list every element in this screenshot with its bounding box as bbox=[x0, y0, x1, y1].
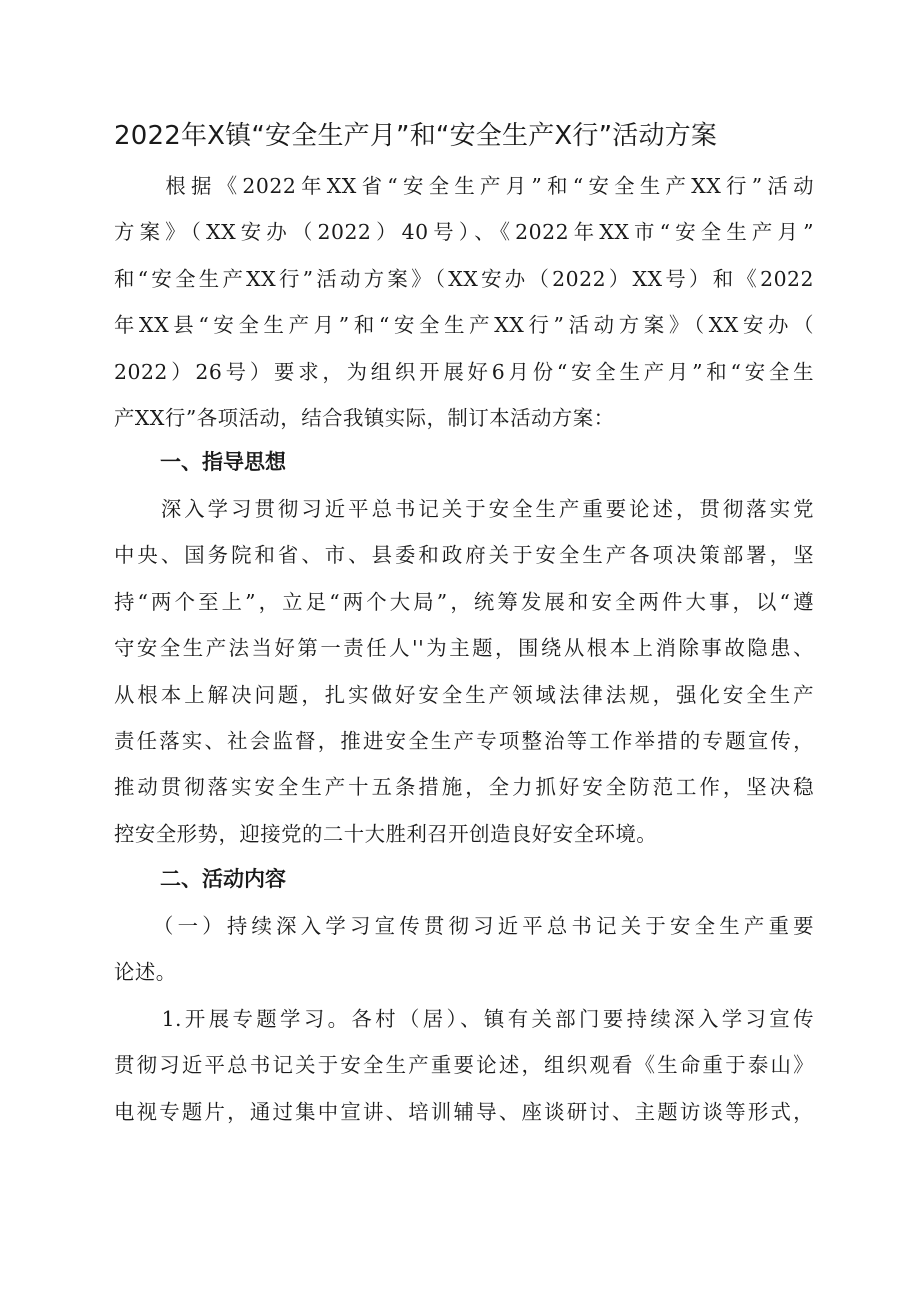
paragraph-line: 从根本上解决问题，扎实做好安全生产领域法律法规，强化安全生产 bbox=[114, 682, 814, 707]
subsection-1-paragraph bbox=[114, 903, 814, 996]
paragraph-line: 年XX县“安全生产月”和“安全生产XX行”活动方案》（XX安办（ bbox=[114, 313, 814, 338]
paragraph-line: 根据《2022年XX省“安全生产月”和“安全生产XX行”活动 bbox=[114, 174, 814, 198]
paragraph-line: 论述。 bbox=[114, 960, 177, 985]
paragraph-line: （一）持续深入学习宣传贯彻习近平总书记关于安全生产重要 bbox=[114, 914, 814, 938]
paragraph-line: 产XX行”各项活动，结合我镇实际，制订本活动方案： bbox=[114, 406, 615, 431]
section-heading-guiding-thought: 一、指导思想 bbox=[160, 450, 286, 474]
paragraph-line: 深入学习贯彻习近平总书记关于安全生产重要论述，贯彻落实党 bbox=[114, 497, 814, 521]
paragraph-line: 推动贯彻落实安全生产十五条措施，全力抓好安全防范工作，坚决稳 bbox=[114, 775, 814, 800]
item-1-paragraph bbox=[114, 996, 814, 1135]
paragraph-line: 持“两个至上”，立足“两个大局”，统筹发展和安全两件大事，以“遵 bbox=[114, 589, 814, 614]
paragraph-line: 守安全生产法当好第一责任人''为主题，围绕从根本上消除事故隐患、 bbox=[114, 636, 814, 661]
intro-paragraph bbox=[114, 163, 814, 441]
paragraph-line: 1.开展专题学习。各村（居）、镇有关部门要持续深入学习宣传 bbox=[114, 1007, 814, 1031]
paragraph-line: 贯彻习近平总书记关于安全生产重要论述，组织观看《生命重于泰山》 bbox=[114, 1053, 814, 1078]
document-title: 2022年X镇“安全生产月”和“安全生产X行”活动方案 bbox=[114, 121, 718, 151]
paragraph-line: 责任落实、社会监督，推进安全生产专项整治等工作举措的专题宣传， bbox=[114, 729, 814, 754]
guiding-thought-paragraph bbox=[114, 486, 814, 857]
section-heading-activity-content: 二、活动内容 bbox=[160, 867, 286, 891]
paragraph-line: 2022）26号）要求，为组织开展好6月份“安全生产月”和“安全生 bbox=[114, 359, 814, 384]
paragraph-line: 和“安全生产XX行”活动方案》（XX安办（2022）XX号）和《2022 bbox=[114, 266, 814, 291]
paragraph-line: 控安全形势，迎接党的二十大胜利召开创造良好安全环境。 bbox=[114, 821, 658, 846]
paragraph-line: 电视专题片，通过集中宣讲、培训辅导、座谈研讨、主题访谈等形式， bbox=[114, 1099, 814, 1124]
paragraph-line: 方案》（XX安办（2022）40号）、《2022年XX市“安全生产月” bbox=[114, 220, 814, 245]
paragraph-line: 中央、国务院和省、市、县委和政府关于安全生产各项决策部署，坚 bbox=[114, 543, 814, 568]
